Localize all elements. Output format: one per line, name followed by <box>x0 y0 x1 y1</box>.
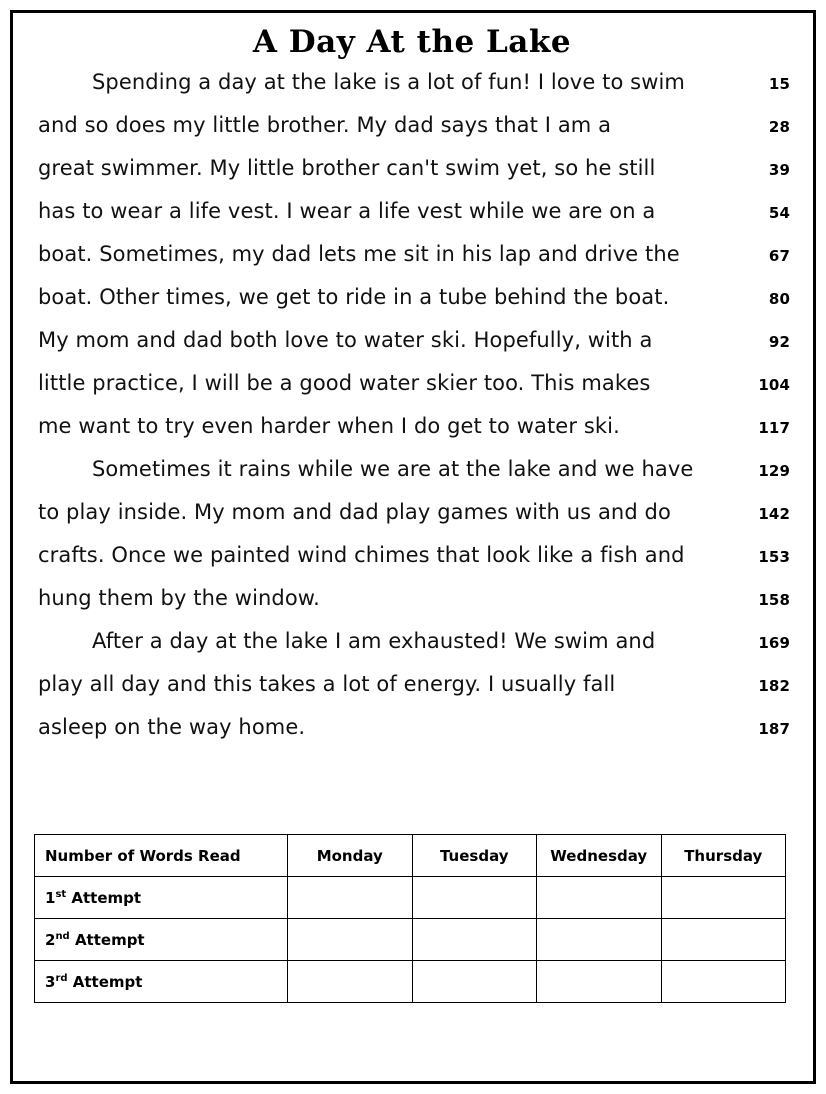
passage-line-text: Sometimes it rains while we are at the lake and we have <box>92 457 694 481</box>
passage-line-text: me want to try even harder when I do get to water ski. <box>38 414 620 438</box>
passage-line <box>34 500 790 543</box>
word-count: 182 <box>758 677 790 695</box>
passage-line <box>34 629 790 672</box>
passage-line <box>34 199 790 242</box>
passage-line-text: hung them by the window. <box>38 586 320 610</box>
passage-line-text: has to wear a life vest. I wear a life vest while we are on a <box>38 199 656 223</box>
score-cell-tuesday[interactable] <box>412 961 537 1003</box>
passage-line-text: My mom and dad both love to water ski. Hopefully, with a <box>38 328 653 352</box>
word-count: 15 <box>768 75 790 93</box>
attempt-ordinal-suffix: rd <box>55 972 68 984</box>
passage-line-text: great swimmer. My little brother can't swim yet, so he still <box>38 156 656 180</box>
attempt-label: Attempt <box>69 930 145 949</box>
page-content <box>34 24 790 1003</box>
passage-line-text: boat. Sometimes, my dad lets me sit in his lap and drive the <box>38 242 680 266</box>
word-count: 142 <box>758 505 790 523</box>
score-cell-wednesday[interactable] <box>537 877 662 919</box>
attempt-number: 1 <box>45 888 56 907</box>
word-count: 67 <box>768 247 790 265</box>
table-row <box>35 877 786 919</box>
table-row <box>35 961 786 1003</box>
word-count: 80 <box>768 290 790 308</box>
passage-line <box>34 242 790 285</box>
attempt-label: Attempt <box>67 972 143 991</box>
passage-line <box>34 543 790 586</box>
attempt-number: 2 <box>45 930 56 949</box>
word-count: 158 <box>758 591 790 609</box>
score-cell-thursday[interactable] <box>661 961 786 1003</box>
passage-line <box>34 156 790 199</box>
row-label-attempt-1 <box>35 877 288 919</box>
table-header-words-read: Number of Words Read <box>35 835 288 877</box>
passage-line-text: crafts. Once we painted wind chimes that look like a fish and <box>38 543 685 567</box>
passage-line <box>34 672 790 715</box>
passage-line <box>34 715 790 758</box>
score-cell-monday[interactable] <box>288 877 413 919</box>
score-cell-wednesday[interactable] <box>537 961 662 1003</box>
table-header-thursday: Thursday <box>661 835 786 877</box>
passage-line <box>34 328 790 371</box>
passage-line-text: After a day at the lake I am exhausted! We swim and <box>92 629 656 653</box>
score-cell-wednesday[interactable] <box>537 919 662 961</box>
passage-line <box>34 70 790 113</box>
passage-line <box>34 113 790 156</box>
word-count: 129 <box>758 462 790 480</box>
attempt-number: 3 <box>45 972 56 991</box>
passage-line-text: Spending a day at the lake is a lot of fun! I love to swim <box>92 70 685 94</box>
passage-line <box>34 285 790 328</box>
passage-line-text: boat. Other times, we get to ride in a tube behind the boat. <box>38 285 670 309</box>
word-count: 28 <box>768 118 790 136</box>
passage-line-text: asleep on the way home. <box>38 715 306 739</box>
passage-line-text: little practice, I will be a good water skier too. This makes <box>38 371 651 395</box>
row-label-attempt-3 <box>35 961 288 1003</box>
table-header-wednesday: Wednesday <box>537 835 662 877</box>
page-title: A Day At the Lake <box>252 24 572 60</box>
spacer <box>34 758 790 828</box>
table-header-row <box>35 835 786 877</box>
table-row <box>35 919 786 961</box>
reading-passage <box>34 70 790 758</box>
attempt-ordinal-suffix: nd <box>55 930 70 942</box>
score-table <box>34 834 786 1003</box>
attempt-ordinal-suffix: st <box>55 888 67 900</box>
table-header-tuesday: Tuesday <box>412 835 537 877</box>
score-cell-thursday[interactable] <box>661 877 786 919</box>
passage-line-text: to play inside. My mom and dad play games with us and do <box>38 500 671 524</box>
word-count: 104 <box>758 376 790 394</box>
word-count: 39 <box>768 161 790 179</box>
word-count: 117 <box>758 419 790 437</box>
word-count: 92 <box>768 333 790 351</box>
word-count: 187 <box>758 720 790 738</box>
passage-line <box>34 457 790 500</box>
word-count: 169 <box>758 634 790 652</box>
score-cell-thursday[interactable] <box>661 919 786 961</box>
word-count: 54 <box>768 204 790 222</box>
score-cell-tuesday[interactable] <box>412 877 537 919</box>
table-header-monday: Monday <box>288 835 413 877</box>
score-cell-monday[interactable] <box>288 961 413 1003</box>
passage-line-text: and so does my little brother. My dad says that I am a <box>38 113 612 137</box>
word-count: 153 <box>758 548 790 566</box>
passage-line-text: play all day and this takes a lot of energy. I usually fall <box>38 672 616 696</box>
passage-line <box>34 414 790 457</box>
row-label-attempt-2 <box>35 919 288 961</box>
score-cell-monday[interactable] <box>288 919 413 961</box>
passage-line <box>34 371 790 414</box>
attempt-label: Attempt <box>66 888 142 907</box>
passage-line <box>34 586 790 629</box>
score-cell-tuesday[interactable] <box>412 919 537 961</box>
